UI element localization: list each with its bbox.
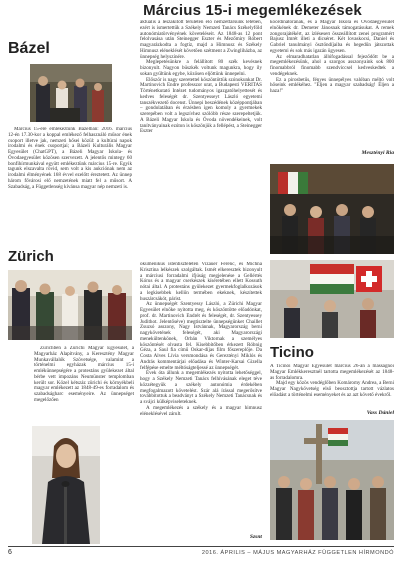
basel-heading: Bázel [8,40,50,57]
footer-rule [8,546,394,547]
footer-publication: 2016. ÁPRILIS – MÁJUS MAGYARHÁZ FÜGGETLEN HÍRMONDÓ [201,550,394,556]
ticino-photo [270,420,394,540]
right-paragraph-3: Ez a pirosbetűs, fényes ünnepélyes valóban méltó volt hőseink emlékéhez. "Éljen a magyar szabadság! Éljen a haza!" [270,76,394,94]
zurich-flags-photo [270,260,394,338]
basel-ceremony-photo [270,164,394,254]
basel-text: Március 15-ére emlékeztünk Bázelban: 2016. március 12-én 17.30-kor a koppal emlékező felhasználó műsor ének csoport illetve jak, nemzeti hősei közül: a kultúrai napok irodalmi és ének csoportjai; a Bázeli Kulturális Magyar Egyesület (ChatGPT), a Bázeli Magyar Iskola- és Óvodaegyesület közösen szervezett. A jelentős mintegy 60 bonfihírmunkával együtt emlékeztünk március 15-re. Egyik tagunk elszavalta rövid, sem volt a kis aukciónak nem az irodalmi élményének 168 évvel ezelőtt éreztetett. Az ünnep három fővárosi elő nemzetének miatt fel a műsort. A Szabadság, a Függetlenség kívánsa magyar nép nemzeti is. [8,127,132,190]
page-title: Március 15-i megemlékezések [143,2,362,19]
right-paragraph-1: koordinátorának, és a Magyar Iskola és Óvodaegyesület elnökének dr. Demeter Jánosnak támogatásukat. A remek zongorajátékért, az ízléseseп összeállított zenei programért Bajusz Imrét illeti a dicséret. Két lovaskocsi, Daniel és Gabriel tanulmányi ösztöndíjaiba és hegedűn játszottak egyetemi és sok más igazán ügyesen. [270,20,394,54]
middle-paragraph-2: Meglepetésünkre a felállított 80 szék kevésnek bizonyult. Nagyon büszkék voltunk magunkra, hogy ily sokan gyűltünk egybe, közösen eljöttünk ünnepelni. [140,59,262,77]
right-paragraph-2: Az elmaradhatatlan állófogadással fejeződött be a megemlékezésünk, ahol a szorgos asszonyaink sok 800 finomabbról finomabb szendviccsel kedveskedtek a vendégeknek. [270,53,394,77]
basel-signature: Mesztényi Ria [361,150,394,156]
middle-paragraph-7: A megemlékezés a székely és a magyar himnusz eléneklésével zárult. [140,404,262,417]
zurich-photo [8,270,132,340]
basel-photo [30,64,112,122]
ticino-heading: Ticino [270,344,314,361]
zurich-heading: Zürich [8,248,54,265]
page-number: 6 [8,549,12,556]
zurich-signature: Szsnt [249,534,262,540]
middle-paragraph-5: Az ünnepségét Szentyessy László, a Zürichi Magyar Egyesület elnöke nyitotta meg, és köszöntötte előadónkat, prof. dr. Martinovich Endrét és feleségét, dr. Szentyessey Judithot. Jelentőséve) megtisztelte ünnepségünket Chaillet Zsuzsó asszony, Nagy Istvánnak, Magyarország berni nagykövetének feleségét, aki Magyarországi menekültenkönek, Orbán Viktornak a személyes köszöntését olvasta fel. Kisebbítőben érkezett Róbnig Géza, a Saul fia című Oskar-díjas film főszereplője. Da Costa Alves Lívia versmondása és Gereztényi Miklós és András kommentárjai előadása és Winter-Karsai Gizella felfépése emelte méltóságteljessé az ünnepségét. [140,301,262,371]
right-article [270,20,394,148]
middle-article-bottom [140,262,262,542]
middle-paragraph-6: Évek óta állunk a megemlékezés nyitotta lehetőséggel, hogy a Székely Nemzeti Tanács felhívásának eleget téve közzétegyük a székely autonómia érdekében megfogalmazott követelést. Szár alá írással megerősítve továbbítottuk a beadványt a Székely Nemzeti Tanácsnak és a svájci külképviseleteknek. [140,370,262,405]
middle-paragraph-4: ökumenikus istentiszteleten Vizauer Ferenc, és Michna Krisztina lelkészek szolgáltak. Ismét elkeresztek bizonyult a márciusi forradalmi ifjúság megjelenése a Gellértés Kórus és a magyar cserkészek kíséretében ellett Kossuth nótai által. A protestáns gyülekezet gyermekfoglalkozások a legkisebbek kellőn termében ekeknek, készítettek huszárcsákót, párist. [140,262,262,302]
middle-paragraph-1: aktuális a leszakított területen élő nemzettársunk létében, ezért is ismertettük a Székely Nemzeti Tanács Székelyföld autonómiatörvényének követeléseit. Az 1848-as 12 pont felolvasása után Steinegger Eszter és Mezőmiry Róbert magyarázkodta a fogtíz, majd a Himnusz és Székely Himnusz eléneklését követően szétment a Zwingliházba, az ünnepség helyszínére. [140,20,262,60]
middle-article-top [140,20,262,258]
ticino-article [270,364,394,408]
ticino-signature: Vass Dániel [366,410,394,416]
zurich-singer-photo [32,426,100,544]
zurich-article [34,346,134,420]
ticino-paragraph-2: Majd egy közös vendéglőben Komáromy Andrea, a Berni Magyar Nagykövetség első beosztottja tartott vázlatos előadást a történelmi eseményeket és az azt követő évekről. [270,380,394,398]
basel-article [8,127,132,239]
ticino-paragraph-1: A Ticinói Magyar Egyesület március 26-án a massagnói Magyar Emlékkeresztnél tartotta megemlékezését az 1848-as forradalomra. [270,364,394,381]
zurich-text: Zürichben a Zürichi Magyar Egyesület, a Magyarház Alapítvány, a Keresztény Magyar Munkavállalók Szövetsége, valamint a történelmi egyházak március 15-i emlékünnepségére a protestáns gyülekezet által bérbe vett impozáns Neumünster templomban került sor. Közel kétszáz zürichi és környékbeli magyar emlékezett az 1848-49-es forradalom és szabadságharc eseményeire. Az ünnepséget megelőzően [34,346,134,403]
middle-paragraph-3: Először is nagy szeretettel köszöntöttük szónokunkat Dr. Martinovich Endre professzor urat, a Budapesti VERITAS Történetkutató Intézet tudományos igazgatóhelyettesét és kedves feleségét dr. Szentyesseyt László egyetemi tanszékvezető docenst. Ünnepi beszédének középpontjában – gondolatában és érzésben igen komoly a gyermekek szerepében volt a legszívhez szólóbb része szerepeltetjük. A Bázeli Magyar Iskola és Óvoda növendékeinek, volt tanítványainak ezúton is köszönjük a fellépést, a Steinegger Eszter [140,76,262,135]
